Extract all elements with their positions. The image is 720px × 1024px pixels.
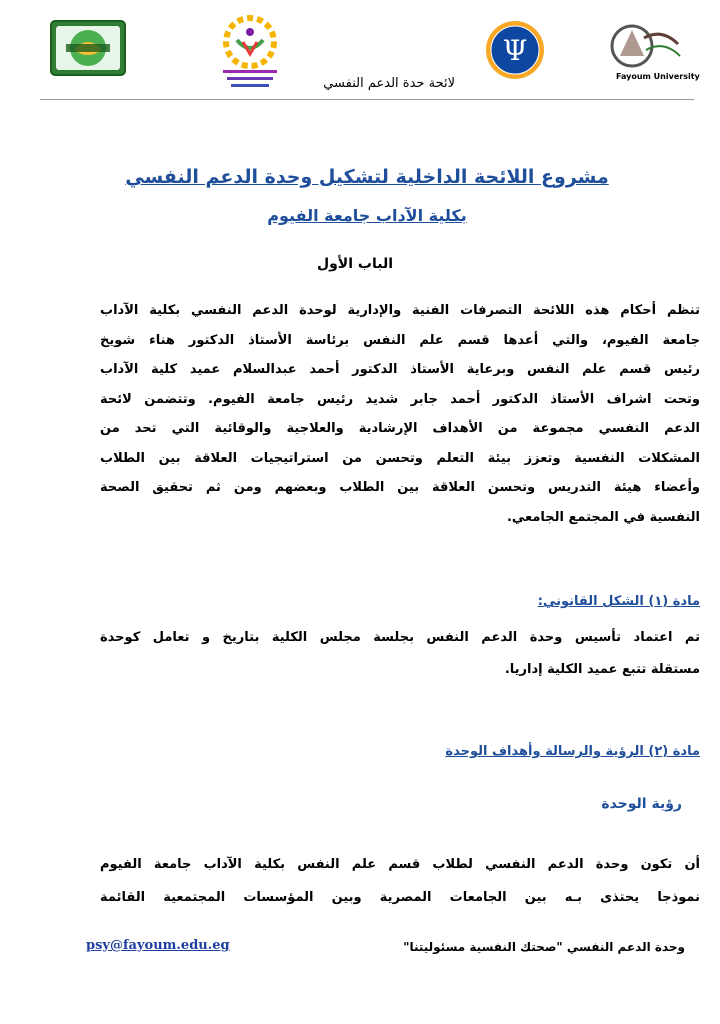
intro-line: رئيس قسم علم النفس وبرعاية الأستاذ الدكتور أحمد عبدالسلام عميد كلية الآداب	[100, 362, 700, 377]
intro-line: الدعم النفسي مجموعة من الأهداف الإرشادية والعلاجية والوقائية التي تحد من	[100, 421, 700, 436]
article-1-line: مستقلة تتبع عميد الكلية إداريا.	[504, 662, 700, 677]
intro-line: المشكلات النفسية وتعزز بيئة التعلم وتحسن من استراتيجيات العلاقة بين الطلاب	[100, 450, 700, 466]
intro-line: وأعضاء هيئة التدريس وتحسن العلاقة بين الطلاب وبعضهم ومن ثم تحقيق الصحة	[100, 480, 700, 495]
vision-text	[100, 848, 700, 914]
vision-line: نموذجا يحتذى بـه بين الجامعات المصرية وبين المؤسسات المجتمعية القائمة	[100, 890, 700, 905]
psychological-support-unit-logo	[205, 12, 295, 98]
intro-paragraph	[100, 296, 700, 532]
vision-line: أن تكون وحدة الدعم النفسي لطلاب قسم علم النفس بكلية الآداب جامعة الفيوم	[100, 857, 700, 872]
fayoum-logo-text: Fayoum University	[616, 72, 700, 81]
psychology-department-logo	[478, 18, 552, 82]
vision-heading: رؤية الوحدة	[601, 796, 682, 812]
article-1-text	[100, 622, 700, 686]
svg-text:Ψ: Ψ	[502, 34, 528, 67]
article-1-heading: مادة (١) الشكل القانوني:	[537, 594, 700, 609]
footer-slogan: وحدة الدعم النفسي "صحتك النفسية مسئوليتنا"	[403, 940, 685, 954]
article-1-line: تم اعتماد تأسيس وحدة الدعم النفس بجلسة مجلس الكلية بتاريخ و تعامل كوحدة	[100, 630, 700, 645]
faculty-of-arts-logo	[50, 20, 126, 76]
header-divider	[40, 99, 694, 100]
fayoum-university-logo	[606, 20, 700, 86]
intro-line: النفسية في المجتمع الجامعي.	[506, 509, 700, 525]
footer-email-link[interactable]: psy@fayoum.edu.eg	[86, 938, 230, 953]
document-subtitle: بكلية الآداب جامعة الفيوم	[267, 206, 467, 225]
header-title: لائحة حدة الدعم النفسي	[323, 76, 455, 91]
article-2-heading: مادة (٢) الرؤية والرسالة وأهداف الوحدة	[445, 744, 700, 759]
document-title: مشروع اللائحة الداخلية لتشكيل وحدة الدعم النفسي	[125, 166, 609, 188]
intro-line: وتحت اشراف الأستاذ الدكتور أحمد جابر شديد رئيس جامعة الفيوم. وتتضمن لائحة	[100, 391, 700, 407]
intro-line: جامعة الفيوم، والتي أعدها قسم علم النفس برئاسة الأستاذ الدكتور هناء شويخ	[100, 332, 700, 348]
chapter-heading: الباب الأول	[316, 256, 393, 272]
intro-line: تنظم أحكام هذه اللائحة التصرفات الفنية والإدارية لوحدة الدعم النفسي بكلية الآداب	[100, 303, 700, 318]
